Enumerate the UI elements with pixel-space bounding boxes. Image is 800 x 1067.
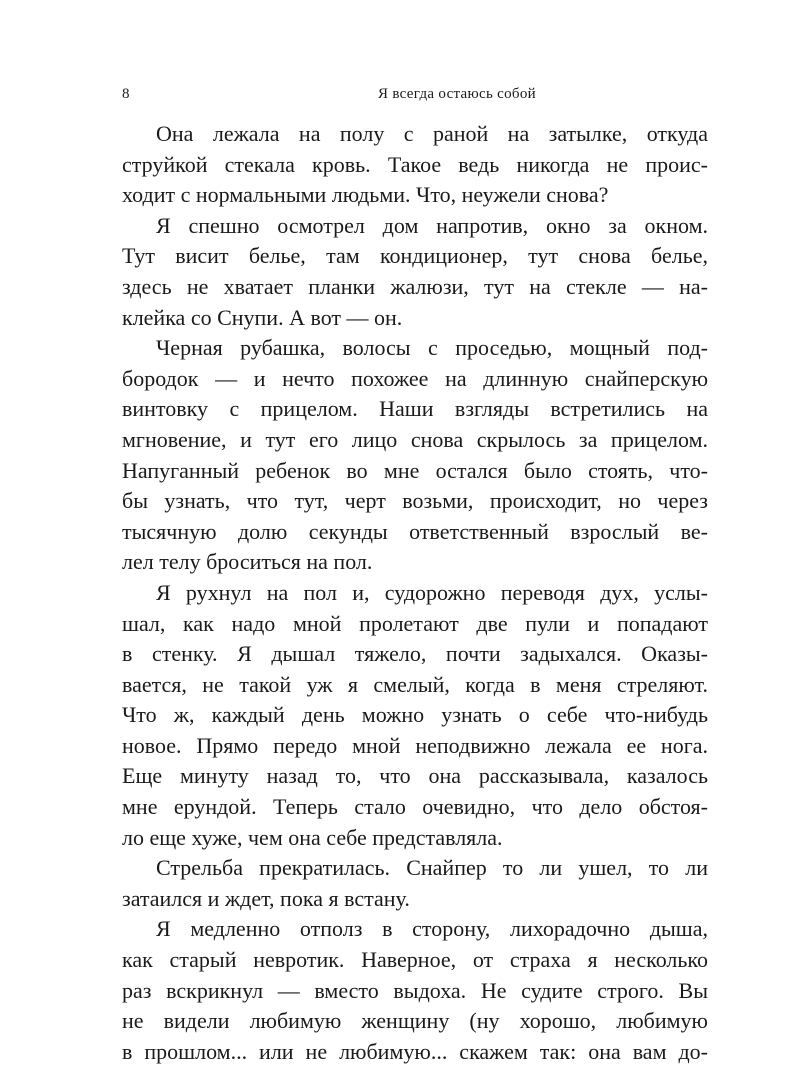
text-line: Что ж, каждый день можно узнать о себе что-нибудь: [122, 702, 708, 728]
text-line: Я медленно отполз в сторону, лихорадочно дыша,: [156, 916, 708, 942]
text-line: мгновение, и тут его лицо снова скрылось за прицелом.: [122, 426, 708, 452]
paragraph: [122, 578, 708, 853]
text-line: Напуганный ребенок во мне остался было стоять, что-: [122, 457, 708, 483]
text-line: струйкой стекала кровь. Такое ведь никогда не проис-: [122, 151, 708, 177]
paragraph: [122, 853, 708, 914]
text-line: Черная рубашка, волосы с проседью, мощный под-: [156, 335, 708, 361]
page-number: 8: [122, 86, 130, 102]
text-line: вается, не такой уж я смелый, когда в меня стреляют.: [122, 671, 708, 697]
text-line: шал, как надо мной пролетают две пули и попадают: [122, 610, 708, 636]
paragraph: [122, 211, 708, 333]
text-line: бы узнать, что тут, черт возьми, происходит, но через: [122, 488, 708, 514]
text-line: Я рухнул на пол и, судорожно переводя дух, услы-: [156, 579, 708, 605]
text-line: бородок — и нечто похожее на длинную снайперскую: [122, 365, 708, 391]
text-line: Я спешно осмотрел дом напротив, окно за окном.: [156, 212, 708, 238]
text-line: новое. Прямо передо мной неподвижно лежала ее нога.: [122, 732, 708, 758]
text-line: в стенку. Я дышал тяжело, почти задыхался. Оказы-: [122, 641, 708, 667]
text-line: Она лежала на полу с раной на затылке, откуда: [156, 121, 708, 146]
text-line: винтовку с прицелом. Наши взгляды встретились на: [122, 396, 708, 422]
paragraph: [122, 119, 708, 211]
body-text: [122, 119, 708, 1067]
running-head: [122, 82, 708, 106]
text-line: ло еще хуже, чем она себе представляла.: [122, 824, 503, 850]
text-line: лел телу броситься на пол.: [122, 549, 373, 575]
text-line: мне ерундой. Теперь стало очевидно, что дело обстоя-: [122, 794, 708, 820]
text-line: не видели любимую женщину (ну хорошо, любимую: [122, 1008, 708, 1034]
text-line: ходит с нормальными людьми. Что, неужели снова?: [122, 182, 609, 208]
text-line: Еще минуту назад то, что она рассказывала, казалось: [122, 763, 708, 789]
paragraph: [122, 914, 708, 1067]
text-line: в прошлом... или не любимую... скажем так: она вам до-: [122, 1038, 708, 1064]
text-line: раз вскрикнул — вместо выдоха. Не судите строго. Вы: [122, 977, 708, 1003]
paragraph: [122, 333, 708, 578]
text-line: Стрельба прекратилась. Снайпер то ли ушел, то ли: [156, 855, 708, 881]
text-line: Тут висит белье, там кондиционер, тут снова белье,: [122, 243, 708, 269]
text-line: как старый невротик. Наверное, от страха я несколько: [122, 947, 708, 973]
text-line: тысячную долю секунды ответственный взрослый ве-: [122, 518, 708, 544]
text-line: затаился и ждет, пока я встану.: [122, 885, 410, 911]
text-line: клейка со Снупи. А вот — он.: [122, 304, 403, 330]
running-title: Я всегда остаюсь собой: [378, 86, 536, 102]
text-line: здесь не хватает планки жалюзи, тут на стекле — на-: [122, 273, 708, 299]
